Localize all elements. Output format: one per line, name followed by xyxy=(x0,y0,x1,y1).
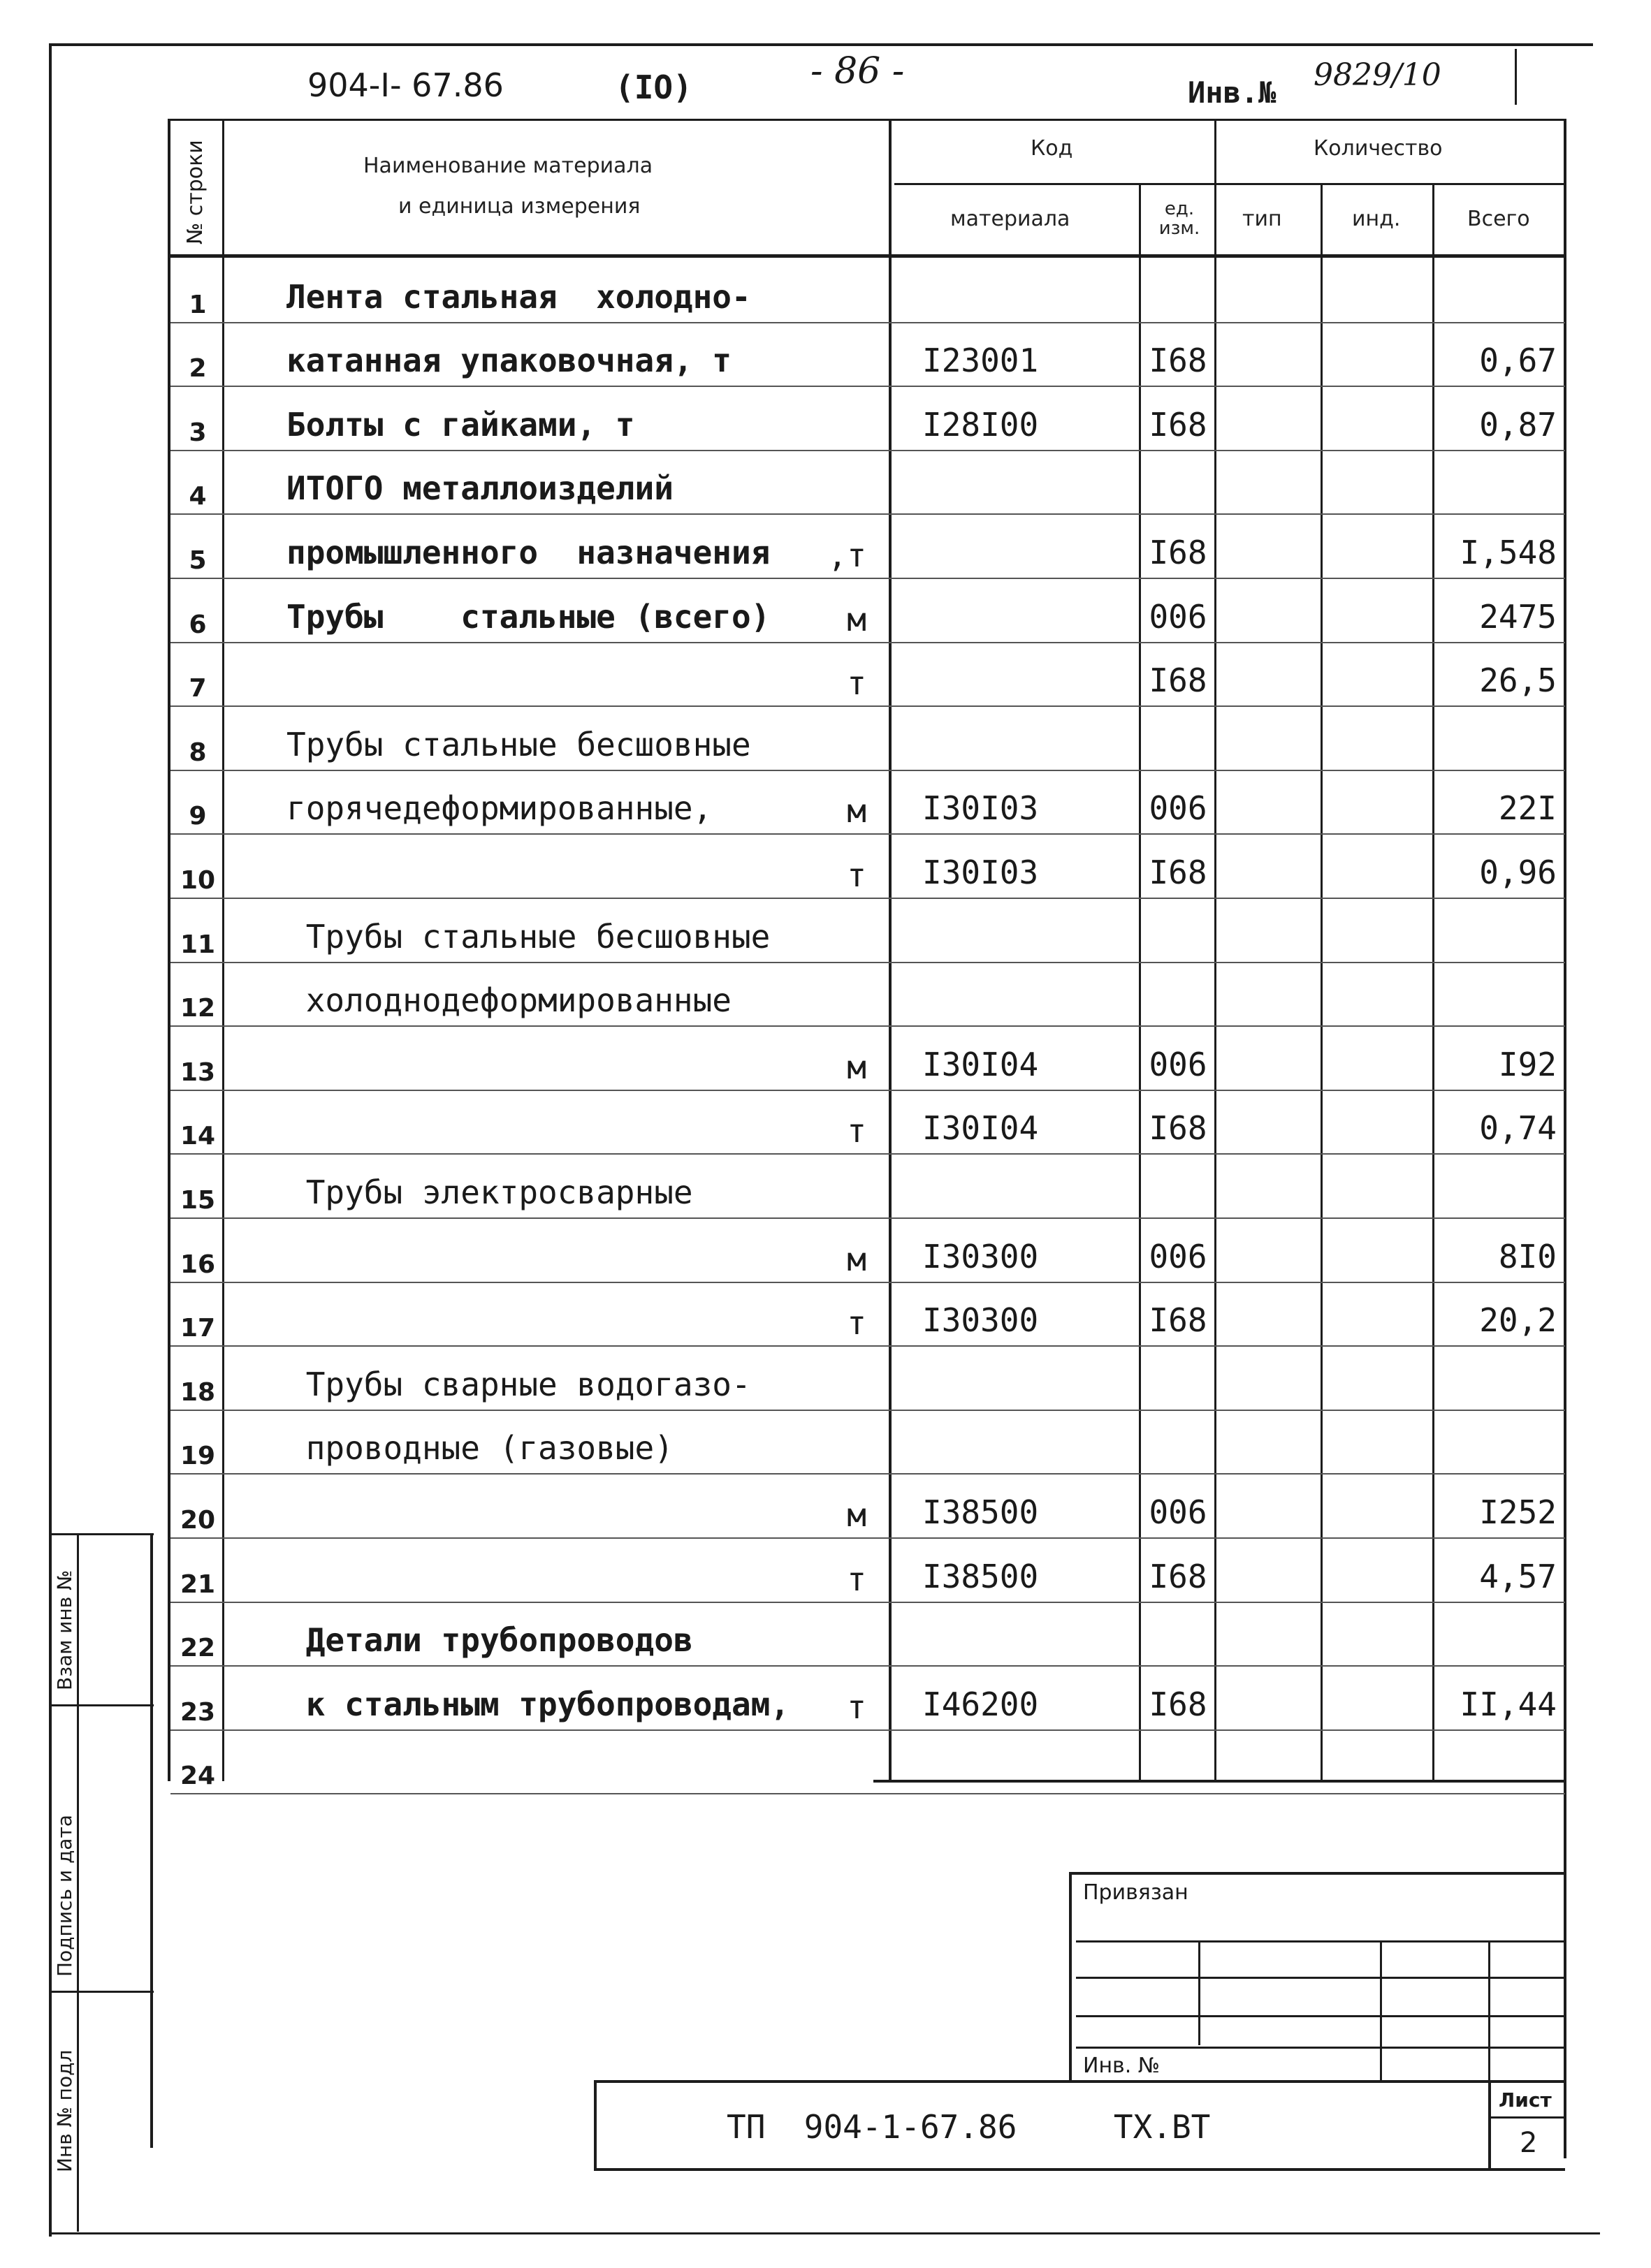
title-block-left xyxy=(594,2080,597,2171)
row-unit-code: 006 xyxy=(1149,597,1207,636)
side-label-inv-podl: Инв № подл xyxy=(53,2049,76,2172)
row-number: 1 xyxy=(189,290,207,319)
row-unit-code: 006 xyxy=(1149,1237,1207,1275)
row-total: 22I xyxy=(1498,789,1557,828)
table-row xyxy=(0,1412,1651,1476)
side-stamp-h1 xyxy=(49,1533,154,1535)
col-row-no-header: № строки xyxy=(183,140,208,244)
row-number: 20 xyxy=(180,1505,216,1535)
col-code-header: Код xyxy=(1031,136,1073,161)
row-number: 2 xyxy=(189,354,207,383)
row-number: 3 xyxy=(189,418,207,447)
table-bottom-border xyxy=(873,1780,1565,1783)
row-separator xyxy=(170,450,1565,451)
row-total: 26,5 xyxy=(1479,661,1557,700)
row-unit-code: I68 xyxy=(1149,405,1207,444)
table-row xyxy=(0,1284,1651,1348)
doc-code: 904-I- 67.86 xyxy=(307,66,504,104)
row-name: Трубы электросварные xyxy=(286,1173,693,1211)
table-row xyxy=(0,1475,1651,1539)
table-row xyxy=(0,772,1651,836)
row-total: 0,67 xyxy=(1479,342,1557,380)
row-total: 0,74 xyxy=(1479,1109,1557,1148)
row-number: 7 xyxy=(189,674,207,703)
row-separator xyxy=(170,1793,1565,1794)
row-name: горячедеформированные, xyxy=(286,789,713,828)
row-unit-code: I68 xyxy=(1149,1685,1207,1723)
side-label-vzam: Взам инв № xyxy=(53,1570,76,1690)
table-row xyxy=(0,964,1651,1028)
row-unit-code: I68 xyxy=(1149,1557,1207,1595)
row-number: 5 xyxy=(189,546,207,575)
row-total: I252 xyxy=(1479,1493,1557,1531)
row-unit-code: I68 xyxy=(1149,533,1207,571)
row-material-code: I30300 xyxy=(922,1301,1039,1340)
row-separator xyxy=(170,322,1565,323)
table-row xyxy=(0,1604,1651,1668)
table-row xyxy=(0,1027,1651,1092)
table-row xyxy=(0,515,1651,580)
row-separator xyxy=(170,1282,1565,1283)
table-row xyxy=(0,452,1651,516)
row-separator xyxy=(170,1090,1565,1091)
row-separator xyxy=(170,386,1565,387)
stamp-title: ТП 904-1-67.86 ТХ.ВТ xyxy=(727,2108,1211,2146)
row-number: 21 xyxy=(180,1570,216,1599)
frame-bottom xyxy=(49,2232,1600,2234)
stamp-h3 xyxy=(1076,2015,1565,2017)
row-separator xyxy=(170,1473,1565,1475)
row-total: I92 xyxy=(1498,1045,1557,1083)
stamp-v1 xyxy=(1198,1940,1200,2045)
table-row xyxy=(0,1220,1651,1284)
row-material-code: I30I03 xyxy=(922,853,1039,891)
row-unit: м xyxy=(847,1240,866,1278)
row-separator xyxy=(170,1025,1565,1027)
col-ind-header: инд. xyxy=(1352,207,1401,231)
row-separator xyxy=(170,898,1565,899)
stamp-h4 xyxy=(1076,2047,1565,2049)
table-row xyxy=(0,708,1651,772)
row-number: 22 xyxy=(180,1634,216,1663)
row-material-code: I30I04 xyxy=(922,1109,1039,1148)
table-row xyxy=(0,260,1651,324)
inv-divider xyxy=(1515,49,1517,105)
stamp-attached: Привязан xyxy=(1083,1880,1188,1905)
row-total: 4,57 xyxy=(1479,1557,1557,1595)
header-sub-line xyxy=(894,183,1565,185)
row-name: Болты с гайками, т xyxy=(286,405,635,444)
title-block-top xyxy=(594,2080,1565,2083)
row-number: 16 xyxy=(180,1250,216,1279)
row-separator xyxy=(170,513,1565,515)
row-total: 0,87 xyxy=(1479,405,1557,444)
row-name: Лента стальная холодно- xyxy=(286,277,751,316)
row-name: промышленного назначения xyxy=(286,533,771,571)
row-number: 17 xyxy=(180,1314,216,1343)
table-row xyxy=(0,1347,1651,1412)
row-number: 6 xyxy=(189,610,207,639)
row-total: 8I0 xyxy=(1498,1237,1557,1275)
col-type-header: тип xyxy=(1242,207,1282,231)
table-row xyxy=(0,324,1651,388)
row-name: проводные (газовые) xyxy=(286,1429,674,1468)
row-number: 15 xyxy=(180,1185,216,1215)
side-stamp-inner xyxy=(77,1533,79,2232)
row-separator xyxy=(170,705,1565,707)
row-material-code: I30300 xyxy=(922,1237,1039,1275)
stamp-h1 xyxy=(1076,1940,1565,1943)
row-separator xyxy=(170,1153,1565,1155)
table-row xyxy=(0,388,1651,452)
section-number: (IO) xyxy=(615,68,692,106)
stamp-v2 xyxy=(1380,1940,1382,2080)
row-name: Трубы стальные бесшовные xyxy=(286,917,771,956)
stamp-h2 xyxy=(1076,1977,1565,1979)
frame-top xyxy=(49,43,1593,46)
row-name: Трубы стальные бесшовные xyxy=(286,725,751,763)
table-row xyxy=(0,835,1651,900)
row-unit-code: I68 xyxy=(1149,1301,1207,1340)
row-separator xyxy=(170,642,1565,643)
row-number: 4 xyxy=(189,482,207,511)
row-separator xyxy=(170,833,1565,835)
table-row xyxy=(0,644,1651,708)
page-marker: - 86 - xyxy=(810,50,905,92)
side-stamp-h2 xyxy=(49,1704,154,1706)
row-material-code: I38500 xyxy=(922,1557,1039,1595)
table-header-top xyxy=(168,119,1565,121)
row-separator xyxy=(170,770,1565,771)
row-unit: ,т xyxy=(827,536,866,574)
stamp-top xyxy=(1069,1872,1565,1875)
table-row xyxy=(0,1092,1651,1156)
col-name-header-2: и единица измерения xyxy=(398,194,641,219)
stamp-left xyxy=(1069,1872,1072,2082)
row-name: холоднодеформированные xyxy=(286,981,732,1020)
row-unit: т xyxy=(847,664,866,703)
row-material-code: I28I00 xyxy=(922,405,1039,444)
row-number: 14 xyxy=(180,1122,216,1151)
row-number: 24 xyxy=(180,1762,216,1791)
row-number: 23 xyxy=(180,1697,216,1727)
row-total: 20,2 xyxy=(1479,1301,1557,1340)
inv-label: Инв.№ xyxy=(1188,75,1277,110)
row-name: ИТОГО металлоизделий xyxy=(286,469,674,508)
inv-value: 9829/10 xyxy=(1314,57,1441,93)
row-name: к стальным трубопроводам, xyxy=(286,1685,790,1723)
row-unit-code: 006 xyxy=(1149,1493,1207,1531)
row-name: катанная упаковочная, т xyxy=(286,342,732,380)
col-name-header-1: Наименование материала xyxy=(363,154,653,178)
title-block-sheet-sep xyxy=(1488,2080,1491,2171)
title-block-bottom xyxy=(594,2168,1565,2171)
row-number: 9 xyxy=(189,802,207,831)
row-unit-code: 006 xyxy=(1149,789,1207,828)
row-unit: т xyxy=(847,1560,866,1598)
row-unit: м xyxy=(847,600,866,638)
side-label-sign: Подпись и дата xyxy=(53,1815,76,1977)
col-code-unit-header: ед. изм. xyxy=(1158,198,1200,239)
row-number: 10 xyxy=(180,865,216,895)
row-material-code: I30I03 xyxy=(922,789,1039,828)
table-row xyxy=(0,1732,1651,1796)
side-stamp-h3 xyxy=(49,1991,154,1993)
row-unit: м xyxy=(847,1048,866,1086)
table-row xyxy=(0,1155,1651,1220)
row-separator xyxy=(170,1537,1565,1539)
row-separator xyxy=(170,1217,1565,1219)
table-row xyxy=(0,1539,1651,1604)
row-separator xyxy=(170,1410,1565,1411)
stamp-sheet-value: 2 xyxy=(1520,2127,1538,2159)
row-number: 13 xyxy=(180,1058,216,1087)
col-total-header: Всего xyxy=(1467,207,1530,231)
row-number: 11 xyxy=(180,930,216,959)
row-total: 0,96 xyxy=(1479,853,1557,891)
stamp-inv-no: Инв. № xyxy=(1083,2054,1161,2078)
row-material-code: I38500 xyxy=(922,1493,1039,1531)
row-number: 19 xyxy=(180,1442,216,1471)
row-unit-code: 006 xyxy=(1149,1045,1207,1083)
row-number: 18 xyxy=(180,1377,216,1407)
row-unit: т xyxy=(847,1304,866,1342)
stamp-v3 xyxy=(1488,1940,1490,2080)
row-material-code: I30I04 xyxy=(922,1045,1039,1083)
table-row xyxy=(0,900,1651,964)
row-unit: т xyxy=(847,1112,866,1150)
row-unit: т xyxy=(847,1688,866,1726)
row-material-code: I46200 xyxy=(922,1685,1039,1723)
row-separator xyxy=(170,1602,1565,1603)
row-number: 8 xyxy=(189,738,207,767)
row-separator xyxy=(170,578,1565,579)
row-unit: м xyxy=(847,1495,866,1534)
row-unit: т xyxy=(847,856,866,894)
row-total: II,44 xyxy=(1460,1685,1557,1723)
row-name: Трубы стальные (всего) xyxy=(286,597,771,636)
stamp-sheet-label: Лист xyxy=(1499,2088,1552,2112)
row-separator xyxy=(170,1665,1565,1667)
side-stamp-line xyxy=(150,1533,153,2148)
row-total: I,548 xyxy=(1460,533,1557,571)
row-name: Трубы сварные водогазо- xyxy=(286,1365,751,1403)
row-number: 12 xyxy=(180,994,216,1023)
row-unit-code: I68 xyxy=(1149,853,1207,891)
row-unit: м xyxy=(847,792,866,831)
row-name: Детали трубопроводов xyxy=(286,1621,693,1660)
table-header-bottom xyxy=(168,254,1565,258)
row-separator xyxy=(170,1729,1565,1731)
col-quantity-header: Количество xyxy=(1314,136,1443,161)
row-unit-code: I68 xyxy=(1149,342,1207,380)
table-row xyxy=(0,580,1651,644)
col-code-material-header: материала xyxy=(950,207,1070,231)
row-material-code: I23001 xyxy=(922,342,1039,380)
row-separator xyxy=(170,1345,1565,1347)
row-total: 2475 xyxy=(1479,597,1557,636)
table-row xyxy=(0,1667,1651,1732)
row-unit-code: I68 xyxy=(1149,661,1207,700)
row-unit-code: I68 xyxy=(1149,1109,1207,1148)
title-block-sheet-h xyxy=(1488,2116,1565,2119)
row-separator xyxy=(170,962,1565,963)
